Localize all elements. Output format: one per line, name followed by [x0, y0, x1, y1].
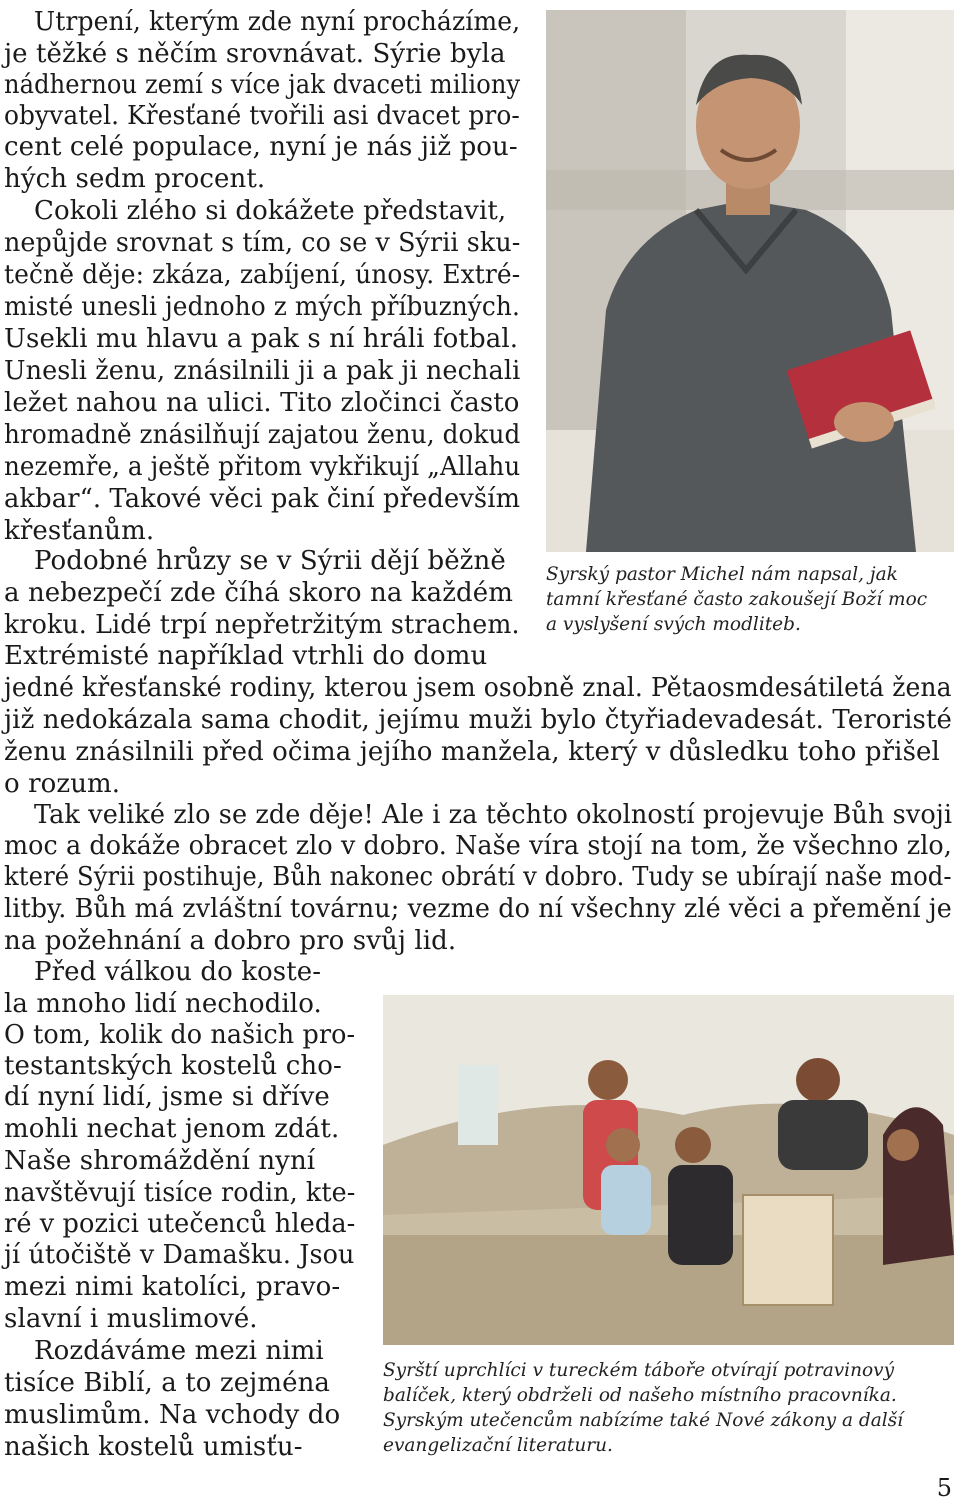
- body-line: Naše shromáždění nyní: [4, 1146, 316, 1176]
- body-line: nepůjde srovnat s tím, co se v Sýrii sku-: [4, 228, 521, 258]
- pastor-illustration: [546, 10, 954, 552]
- body-line: a nebezpečí zde číhá skoro na každém: [4, 578, 514, 608]
- caption-line: a vyslyšení svých modliteb.: [546, 614, 801, 635]
- body-line: je těžké s něčím srovnávat. Sýrie byla: [4, 39, 506, 69]
- body-line: Unesli ženu, znásilnili ji a pak ji nechali: [4, 356, 521, 386]
- body-line: nádhernou zemí s více jak dvaceti miliony: [4, 70, 521, 100]
- body-line: Utrpení, kterým zde nyní procházíme,: [34, 7, 521, 37]
- body-line: misté unesli jednoho z mých příbuzných.: [4, 292, 520, 322]
- body-line: navštěvují tisíce rodin, kte-: [4, 1178, 356, 1208]
- body-line: Rozdáváme mezi nimi: [34, 1336, 324, 1366]
- caption-line: Syrský pastor Michel nám napsal, jak: [546, 564, 898, 585]
- body-line: již nedokázala sama chodit, jejímu muži bylo čtyřiadevadesát. Teroristé: [4, 705, 953, 735]
- body-line: tisíce Biblí, a to zejména: [4, 1368, 331, 1398]
- body-line: mezi nimi katolíci, pravo-: [4, 1272, 341, 1302]
- body-line: tečně děje: zkáza, zabíjení, únosy. Extré-: [4, 260, 521, 290]
- body-line: hých sedm procent.: [4, 164, 266, 194]
- body-line: testantských kostelů cho-: [4, 1051, 342, 1081]
- caption-line: tamní křesťané často zakoušejí Boží moc: [546, 589, 928, 610]
- body-line: o rozum.: [4, 769, 121, 799]
- caption-line: evangelizační literaturu.: [383, 1435, 613, 1456]
- body-line: nezemře, a ještě přitom vykřikují „Allahu: [4, 452, 521, 482]
- body-line: Před válkou do koste-: [34, 957, 322, 987]
- body-line: jí útočiště v Damašku. Jsou: [4, 1240, 355, 1270]
- body-line: na požehnání a dobro pro svůj lid.: [4, 926, 457, 956]
- refugees-photo-caption: [383, 1358, 903, 1458]
- body-line: Extrémisté například vtrhli do domu: [4, 641, 488, 671]
- caption-line: balíček, který obdrželi od našeho místního pracovníka.: [383, 1385, 897, 1406]
- body-line: akbar“. Takové věci pak činí především: [4, 484, 521, 514]
- body-line: muslimům. Na vchody do: [4, 1400, 341, 1430]
- body-line: našich kostelů umisťu-: [4, 1432, 303, 1462]
- body-line: Tak veliké zlo se zde děje! Ale i za těchto okolností projevuje Bůh svoji: [34, 800, 953, 830]
- body-line: ženu znásilnili před očima jejího manžela, který v důsledku toho přišel: [4, 737, 940, 767]
- body-line: slavní i muslimové.: [4, 1304, 258, 1334]
- body-line: cent celé populace, nyní je nás již pou-: [4, 132, 518, 162]
- refugees-photo: [383, 995, 954, 1345]
- body-line: O tom, kolik do našich pro-: [4, 1020, 356, 1050]
- body-line: dí nyní lidí, jsme si dříve: [4, 1082, 330, 1112]
- body-line: litby. Bůh má zvláštní továrnu; vezme do ní všechny zlé věci a přemění je: [4, 894, 952, 924]
- caption-line: Syrským utečencům nabízíme také Nové zákony a další: [383, 1410, 904, 1431]
- caption-line: Syrští uprchlíci v tureckém táboře otvírají potravinový: [383, 1360, 895, 1381]
- body-line: jedné křesťanské rodiny, kterou jsem osobně znal. Pětaosmdesátiletá žena: [4, 673, 952, 703]
- page-number: 5: [936, 1474, 952, 1502]
- body-line: které Sýrii postihuje, Bůh nakonec obrátí v dobro. Tudy se ubírají naše mod-: [4, 862, 952, 892]
- refugees-illustration: [383, 995, 954, 1345]
- pastor-photo: [546, 10, 954, 552]
- pastor-photo-caption: [546, 562, 927, 637]
- body-line: mohli nechat jenom zdát.: [4, 1114, 340, 1144]
- body-line: Podobné hrůzy se v Sýrii dějí běžně: [34, 546, 506, 576]
- body-line: hromadně znásilňují zajatou ženu, dokud: [4, 420, 521, 450]
- body-line: kroku. Lidé trpí nepřetržitým strachem.: [4, 610, 520, 640]
- body-line: Cokoli zlého si dokážete představit,: [34, 196, 507, 226]
- body-line: Usekli mu hlavu a pak s ní hráli fotbal.: [4, 324, 519, 354]
- body-line: la mnoho lidí nechodilo.: [4, 989, 322, 1019]
- body-line: křesťanům.: [4, 516, 155, 546]
- body-line: obyvatel. Křesťané tvořili asi dvacet pro-: [4, 101, 520, 131]
- body-line: moc a dokáže obracet zlo v dobro. Naše víra stojí na tom, že všechno zlo,: [4, 831, 952, 861]
- body-line: ré v pozici utečenců hleda-: [4, 1209, 356, 1239]
- body-line: ležet nahou na ulici. Tito zločinci často: [4, 388, 520, 418]
